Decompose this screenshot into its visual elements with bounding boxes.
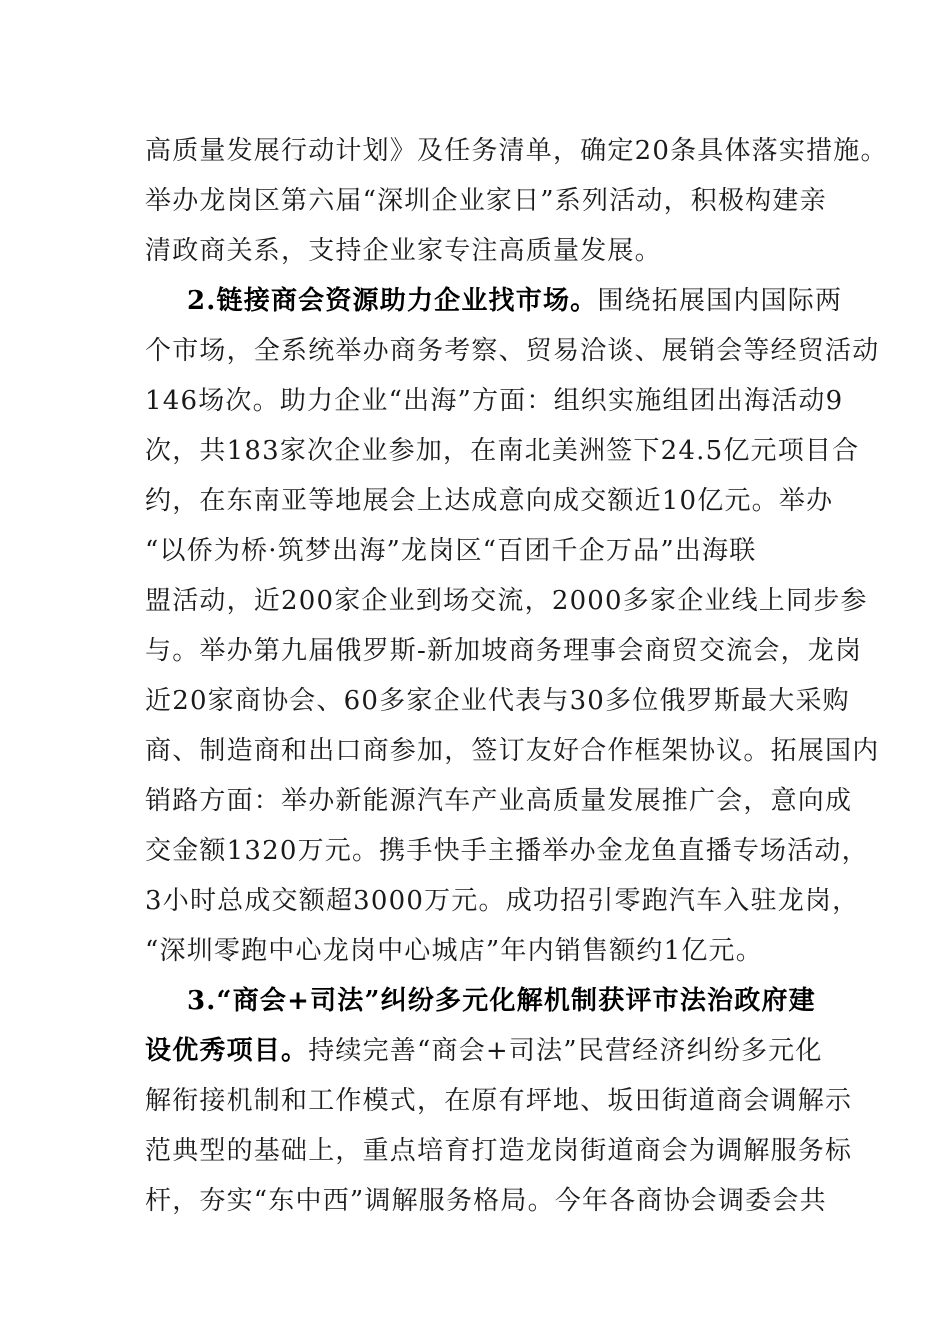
body-text-line: 杆，夯实“东中西”调解服务格局。今年各商协会调委会共 [145, 1186, 827, 1216]
body-text-line: 与。举办第九届俄罗斯-新加坡商务理事会商贸交流会，龙岗 [145, 636, 863, 666]
body-text-line: “以侨为桥·筑梦出海”龙岗区“百团千企万品”出海联 [145, 536, 757, 566]
section-2-text: 围绕拓展国内国际两 [597, 286, 843, 316]
section-3-heading-line-2: 设优秀项目。 [145, 1036, 309, 1066]
section-3-text: 持续完善“商会+司法”民营经济纠纷多元化 [308, 1036, 823, 1066]
body-text-line: “深圳零跑中心龙岗中心城店”年内销售额约1亿元。 [145, 936, 763, 966]
section-3-heading-line-1: 3.“商会+司法”纠纷多元化解机制获评市法治政府建 [187, 986, 816, 1016]
section-2-heading: 2.链接商会资源助力企业找市场。 [187, 286, 598, 316]
body-text-line: 销路方面：举办新能源汽车产业高质量发展推广会，意向成 [145, 786, 853, 816]
body-text-line: 盟活动，近200家企业到场交流，2000多家企业线上同步参 [145, 586, 868, 616]
body-text-line: 范典型的基础上，重点培育打造龙岗街道商会为调解服务标 [145, 1136, 853, 1166]
body-text-line: 3小时总成交额超3000万元。成功招引零跑汽车入驻龙岗， [145, 886, 860, 916]
body-text-line: 解衔接机制和工作模式，在原有坪地、坂田街道商会调解示 [145, 1086, 853, 1116]
body-text-line: 高质量发展行动计划》及任务清单，确定20条具体落实措施。 [145, 136, 888, 166]
body-text-line: 交金额1320万元。携手快手主播举办金龙鱼直播专场活动， [145, 836, 869, 866]
body-text-line: 约，在东南亚等地展会上达成意向成交额近10亿元。举办 [145, 486, 834, 516]
body-text-line: 个市场，全系统举办商务考察、贸易洽谈、展销会等经贸活动 [145, 336, 880, 366]
body-text-line: 次，共183家次企业参加，在南北美洲签下24.5亿元项目合 [145, 436, 860, 466]
section-3-first-line [145, 1035, 823, 1067]
body-text-line: 举办龙岗区第六届“深圳企业家日”系列活动，积极构建亲 [145, 186, 827, 216]
body-text-line: 146场次。助力企业“出海”方面：组织实施组团出海活动9 [145, 386, 844, 416]
body-text-line: 近20家商协会、60多家企业代表与30多位俄罗斯最大采购 [145, 686, 850, 716]
body-text-line: 清政商关系，支持企业家专注高质量发展。 [145, 236, 662, 266]
body-text-line: 商、制造商和出口商参加，签订友好合作框架协议。拓展国内 [145, 736, 880, 766]
section-2-first-line [187, 285, 842, 317]
